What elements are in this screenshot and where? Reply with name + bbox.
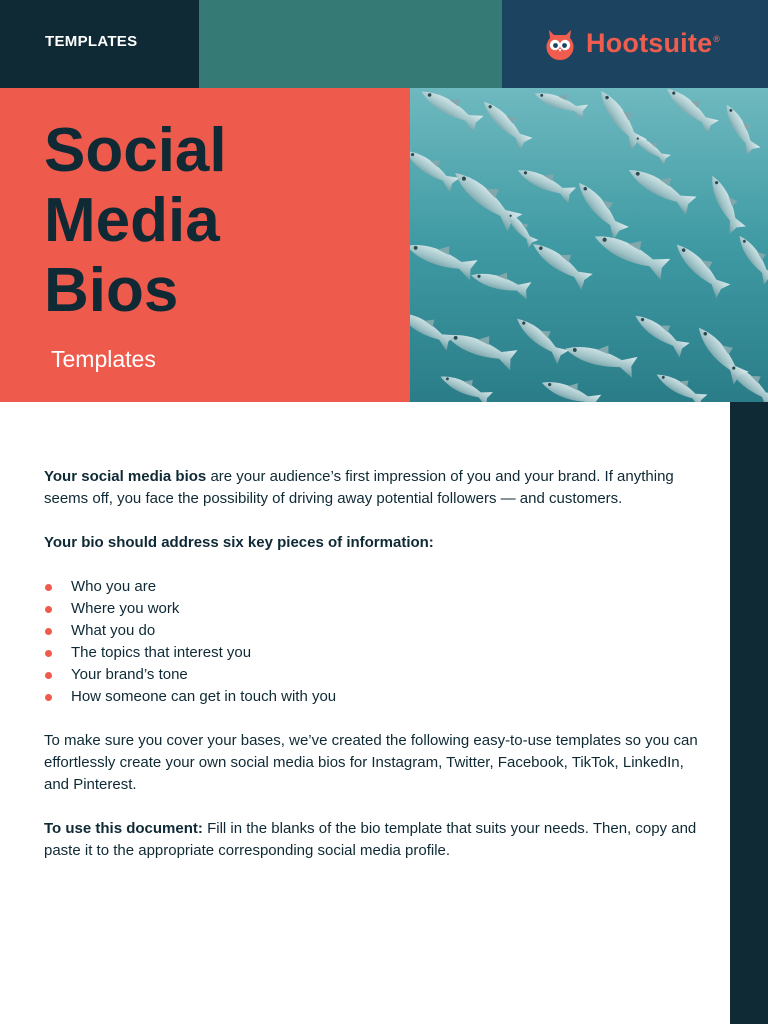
key-info-list bbox=[44, 576, 704, 708]
key-info-heading: Your bio should address six key pieces of information: bbox=[44, 534, 434, 551]
list-item: How someone can get in touch with you bbox=[44, 686, 704, 708]
usage-text: Fill in the blanks of the bio template that suits your needs. Then, copy and paste it to the appropriate corresponding social media profile. bbox=[44, 820, 697, 859]
banner-navy-block bbox=[0, 0, 199, 88]
intro-bold: Your social media bios bbox=[44, 468, 207, 485]
intro-text: are your audience’s first impression of you and your brand. If anything seems off, you face the possibility of driving away potential followers — and customers. bbox=[44, 468, 674, 507]
intro-paragraph bbox=[44, 466, 704, 510]
banner-teal-block bbox=[199, 0, 502, 88]
list-item: Where you work bbox=[44, 598, 704, 620]
brand-name: Hootsuite® bbox=[586, 27, 721, 58]
hero-title-panel bbox=[0, 88, 410, 402]
usage-bold: To use this document: bbox=[44, 820, 203, 837]
list-item: The topics that interest you bbox=[44, 642, 704, 664]
section-label: TEMPLATES bbox=[45, 33, 138, 50]
title-line-3: Bios bbox=[44, 256, 179, 325]
fish-school-image bbox=[410, 88, 768, 402]
document-body bbox=[44, 466, 704, 862]
bullet-dot-icon bbox=[45, 672, 52, 679]
bullet-dot-icon bbox=[45, 606, 52, 613]
bullet-dot-icon bbox=[45, 628, 52, 635]
title-line-2: Media bbox=[44, 186, 220, 255]
list-item: Who you are bbox=[44, 576, 704, 598]
bullet-dot-icon bbox=[45, 584, 52, 591]
templates-paragraph: To make sure you cover your bases, we’ve created the following easy-to-use templates so you can effortlessly create your own social media bios for Instagram, Twitter, Facebook, TikTok, LinkedIn, and Pinterest. bbox=[44, 732, 698, 793]
hootsuite-logo bbox=[540, 22, 720, 64]
right-accent-bar bbox=[730, 402, 768, 1024]
usage-paragraph bbox=[44, 818, 704, 862]
hootsuite-owl-icon bbox=[540, 23, 580, 63]
top-banner bbox=[0, 0, 768, 88]
bullet-dot-icon bbox=[45, 694, 52, 701]
fish-school-photo bbox=[410, 88, 768, 402]
list-item: Your brand’s tone bbox=[44, 664, 704, 686]
page-subtitle: Templates bbox=[51, 346, 156, 372]
bullet-dot-icon bbox=[45, 650, 52, 657]
title-line-1: Social bbox=[44, 116, 227, 185]
page-title bbox=[44, 116, 227, 326]
list-item: What you do bbox=[44, 620, 704, 642]
